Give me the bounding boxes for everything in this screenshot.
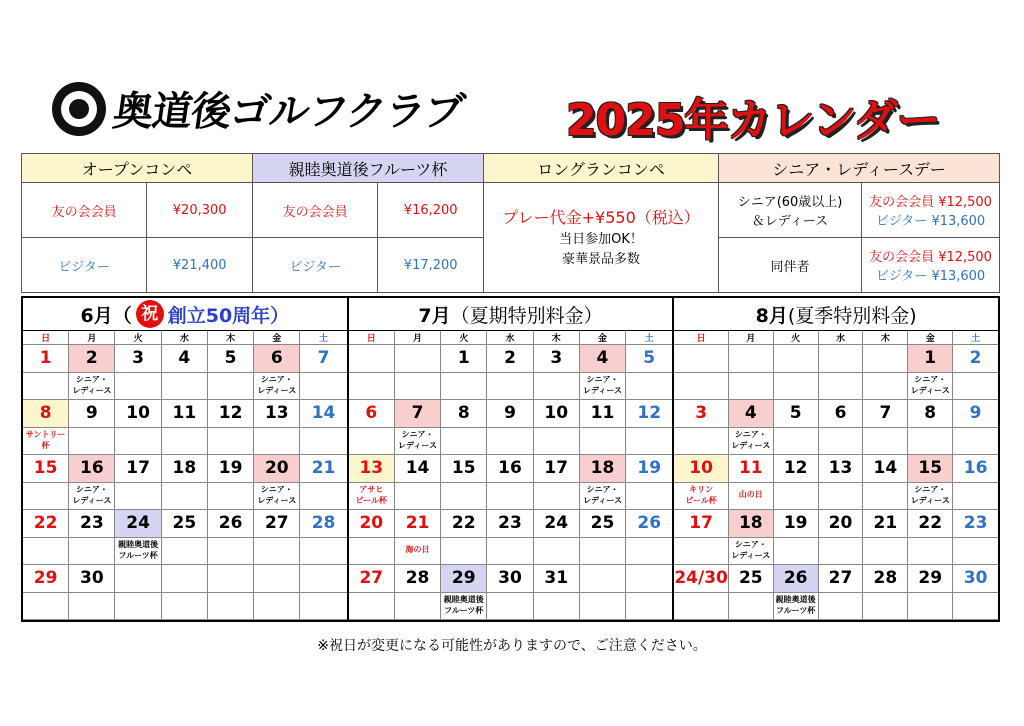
pricing-table [21,153,1000,293]
day-event: シニア・ レディース [729,538,774,566]
day-number: 27 [349,565,395,593]
day-cell [534,538,580,566]
day-event: サントリー 杯 [23,428,69,456]
day-event: シニア・ レディース [69,483,115,511]
day-cell [300,538,346,566]
month-title [23,298,347,331]
weekday-header: 木 [534,331,580,345]
page-title: 2025年カレンダー [566,95,940,146]
day-number: 1 [441,345,487,373]
celebration-icon: 祝 [136,300,164,328]
day-number: 28 [300,510,346,538]
day-number: 13 [349,455,395,483]
day-number: 24 [115,510,161,538]
open-visitor-label: ビジター [22,238,147,293]
day-cell [300,483,346,511]
day-number: 22 [23,510,69,538]
day-cell [162,373,208,401]
day-event: シニア・ レディース [580,373,626,401]
day-number: 12 [208,400,254,428]
day-number: 25 [580,510,626,538]
day-number: 29 [908,565,953,593]
weekday-header: 木 [208,331,254,345]
day-cell [208,538,254,566]
companion-label: 同伴者 [719,238,862,293]
longrun-price: プレー代金+¥550（税込） [502,208,700,227]
day-number: 20 [254,455,300,483]
day-number: 3 [534,345,580,373]
day-event: 山の日 [729,483,774,511]
day-cell [626,428,672,456]
day-cell [349,593,395,621]
day-number: 13 [819,455,864,483]
day-number: 7 [863,400,908,428]
weekday-header: 水 [487,331,533,345]
day-cell [162,428,208,456]
day-cell [441,428,487,456]
day-cell [162,593,208,621]
senior-member-price: 友の会会員 ¥12,500 [869,195,992,210]
day-number: 20 [349,510,395,538]
month-june [23,298,349,620]
day-cell [863,538,908,566]
day-event: キリン ビール杯 [674,483,729,511]
senior-prices [862,183,1000,238]
day-number: 10 [115,400,161,428]
day-cell [487,593,533,621]
day-number: 3 [115,345,161,373]
month-title [674,298,998,331]
day-cell [908,593,953,621]
day-event: シニア・ レディース [254,373,300,401]
day-number: 24 [534,510,580,538]
day-cell [162,483,208,511]
companion-prices [862,238,1000,293]
day-cell [534,483,580,511]
longrun-entry: 当日参加OK！ [559,232,643,247]
footnote: ※祝日が変更になる可能性がありますので、ご注意ください。 [317,638,707,654]
day-cell [580,538,626,566]
weekday-header: 土 [953,331,998,345]
day-number: 20 [819,510,864,538]
day-number: 11 [580,400,626,428]
month-title-pre: 7月 [418,304,451,327]
day-cell [441,373,487,401]
day-number: 3 [674,400,729,428]
month-title-pre: 6月（ [80,304,132,327]
day-cell [534,593,580,621]
day-cell [300,593,346,621]
day-number: 7 [395,400,441,428]
day-number: 6 [349,400,395,428]
day-number: 18 [729,510,774,538]
weekday-header: 日 [349,331,395,345]
day-number: 9 [69,400,115,428]
day-cell [349,428,395,456]
day-cell [208,483,254,511]
day-number: 2 [953,345,998,373]
open-visitor-price: ¥21,400 [147,238,253,293]
open-member-label: 友の会会員 [22,183,147,238]
header-senior: シニア・レディースデー [719,154,1000,183]
day-event: シニア・ レディース [729,428,774,456]
header-longrun: ロングランコンペ [484,154,719,183]
month-title-post: 創立50周年） [167,304,290,327]
day-number: 23 [487,510,533,538]
day-number [300,565,346,593]
month-title-sub: （夏期特別料金） [450,304,603,327]
day-number: 9 [953,400,998,428]
day-number: 10 [534,400,580,428]
weekday-header: 日 [674,331,729,345]
day-number: 17 [674,510,729,538]
month-august [674,298,998,620]
day-number: 5 [208,345,254,373]
fruits-visitor-price: ¥17,200 [378,238,484,293]
day-event: シニア・ レディース [580,483,626,511]
weekday-header: 月 [69,331,115,345]
day-number: 1 [908,345,953,373]
day-number: 22 [441,510,487,538]
day-cell [23,373,69,401]
weekday-header: 火 [774,331,819,345]
fruits-member-price: ¥16,200 [378,183,484,238]
day-cell [69,428,115,456]
day-number: 27 [819,565,864,593]
emblem-icon [52,82,106,136]
day-number: 4 [729,400,774,428]
day-cell [819,428,864,456]
day-number [162,565,208,593]
day-cell [863,373,908,401]
day-event: 親睦奥道後 フルーツ杯 [441,593,487,621]
day-number: 8 [908,400,953,428]
day-cell [953,428,998,456]
open-member-price: ¥20,300 [147,183,253,238]
day-cell [208,428,254,456]
day-cell [626,538,672,566]
day-cell [953,373,998,401]
day-cell [774,483,819,511]
day-cell [395,483,441,511]
day-number: 17 [534,455,580,483]
day-number: 25 [162,510,208,538]
weekday-header: 火 [441,331,487,345]
day-cell [115,483,161,511]
day-cell [487,483,533,511]
day-number [626,565,672,593]
day-number [729,345,774,373]
companion-member-price: 友の会会員 ¥12,500 [869,250,992,265]
day-cell [162,538,208,566]
day-event: 親睦奥道後 フルーツ杯 [115,538,161,566]
day-cell [441,538,487,566]
calendar [21,296,1000,622]
day-event: 海の日 [395,538,441,566]
day-number: 5 [774,400,819,428]
month-grid [674,331,998,620]
day-cell [580,593,626,621]
day-cell [69,593,115,621]
day-cell [908,428,953,456]
day-event: シニア・ レディース [69,373,115,401]
day-cell [23,538,69,566]
day-cell [487,538,533,566]
day-number: 26 [626,510,672,538]
senior-label: シニア(60歳以上) ＆レディース [719,183,862,238]
day-number: 15 [441,455,487,483]
day-number: 15 [908,455,953,483]
day-number: 24/30 [674,565,729,593]
day-event: シニア・ レディース [908,483,953,511]
day-cell [819,373,864,401]
weekday-header: 金 [254,331,300,345]
day-cell [863,593,908,621]
day-cell [626,593,672,621]
day-cell [580,428,626,456]
day-number: 28 [863,565,908,593]
day-cell [395,593,441,621]
month-grid [23,331,347,620]
senior-visitor-price: ビジター ¥13,600 [875,214,986,229]
day-cell [819,538,864,566]
day-number: 26 [774,565,819,593]
club-logo [52,80,467,137]
day-number: 19 [626,455,672,483]
day-cell [863,483,908,511]
day-number: 12 [774,455,819,483]
day-cell [115,593,161,621]
day-number: 10 [674,455,729,483]
day-event: シニア・ レディース [254,483,300,511]
month-title-sub: (夏季特別料金) [787,304,917,327]
day-number: 23 [953,510,998,538]
day-cell [819,483,864,511]
fruits-member-label: 友の会会員 [253,183,378,238]
day-number: 6 [254,345,300,373]
day-cell [908,538,953,566]
day-cell [300,428,346,456]
day-cell [254,428,300,456]
day-cell [626,373,672,401]
day-cell [729,373,774,401]
day-number: 19 [208,455,254,483]
weekday-header: 水 [819,331,864,345]
day-number: 14 [395,455,441,483]
day-number: 22 [908,510,953,538]
day-number: 9 [487,400,533,428]
longrun-prizes: 豪華景品多数 [562,251,641,267]
day-number: 2 [487,345,533,373]
day-cell [300,373,346,401]
day-cell [254,538,300,566]
day-number: 23 [69,510,115,538]
day-number: 14 [863,455,908,483]
day-number: 16 [953,455,998,483]
day-cell [774,428,819,456]
weekday-header: 月 [395,331,441,345]
day-cell [23,593,69,621]
day-cell [254,593,300,621]
day-number: 26 [208,510,254,538]
day-number: 11 [729,455,774,483]
weekday-header: 金 [580,331,626,345]
day-cell [774,373,819,401]
weekday-header: 火 [115,331,161,345]
day-number: 30 [69,565,115,593]
day-cell [953,538,998,566]
weekday-header: 金 [908,331,953,345]
day-number: 30 [487,565,533,593]
day-number: 21 [863,510,908,538]
day-number [580,565,626,593]
day-number: 7 [300,345,346,373]
day-cell [626,483,672,511]
fruits-visitor-label: ビジター [253,238,378,293]
day-number: 11 [162,400,208,428]
day-cell [487,373,533,401]
day-number: 17 [115,455,161,483]
day-number [674,345,729,373]
day-number: 4 [162,345,208,373]
day-number: 14 [300,400,346,428]
weekday-header: 土 [300,331,346,345]
day-number: 27 [254,510,300,538]
day-number: 8 [441,400,487,428]
day-number: 21 [300,455,346,483]
header-fruits: 親睦奥道後フルーツ杯 [253,154,484,183]
day-cell [487,428,533,456]
month-title-pre: 8月 [755,304,788,327]
month-title [349,298,673,331]
day-cell [208,593,254,621]
day-cell [674,538,729,566]
day-number: 18 [162,455,208,483]
day-number [863,345,908,373]
day-event: 親睦奥道後 フルーツ杯 [774,593,819,621]
day-event: アサヒ ビール杯 [349,483,395,511]
day-number: 25 [729,565,774,593]
club-name: 奥道後ゴルフクラブ [110,89,467,135]
day-cell [819,593,864,621]
day-number: 18 [580,455,626,483]
day-number [208,565,254,593]
month-july [349,298,675,620]
day-cell [674,593,729,621]
day-number: 19 [774,510,819,538]
day-number [254,565,300,593]
day-number [349,345,395,373]
day-number [774,345,819,373]
day-cell [953,593,998,621]
day-number [819,345,864,373]
month-grid [349,331,673,620]
header-open: オープンコンペ [22,154,253,183]
weekday-header: 月 [729,331,774,345]
day-number: 8 [23,400,69,428]
day-cell [953,483,998,511]
day-cell [534,428,580,456]
day-number: 29 [441,565,487,593]
longrun-info [484,183,719,293]
day-cell [349,373,395,401]
day-cell [349,538,395,566]
day-cell [441,483,487,511]
day-cell [674,373,729,401]
day-number: 28 [395,565,441,593]
day-number: 13 [254,400,300,428]
companion-visitor-price: ビジター ¥13,600 [875,269,986,284]
day-number: 15 [23,455,69,483]
day-cell [23,483,69,511]
day-number: 31 [534,565,580,593]
day-number: 6 [819,400,864,428]
day-number [395,345,441,373]
day-cell [115,428,161,456]
weekday-header: 水 [162,331,208,345]
day-number: 29 [23,565,69,593]
day-cell [774,538,819,566]
day-cell [115,373,161,401]
day-number: 21 [395,510,441,538]
day-number: 2 [69,345,115,373]
day-number: 30 [953,565,998,593]
day-cell [69,538,115,566]
day-cell [863,428,908,456]
day-number: 12 [626,400,672,428]
day-cell [534,373,580,401]
day-event: シニア・ レディース [395,428,441,456]
day-number: 1 [23,345,69,373]
day-cell [729,593,774,621]
weekday-header: 土 [626,331,672,345]
day-cell [208,373,254,401]
weekday-header: 日 [23,331,69,345]
day-event: シニア・ レディース [908,373,953,401]
day-number: 16 [487,455,533,483]
day-number: 4 [580,345,626,373]
day-number: 5 [626,345,672,373]
day-cell [674,428,729,456]
day-number: 16 [69,455,115,483]
day-cell [395,373,441,401]
weekday-header: 木 [863,331,908,345]
day-number [115,565,161,593]
